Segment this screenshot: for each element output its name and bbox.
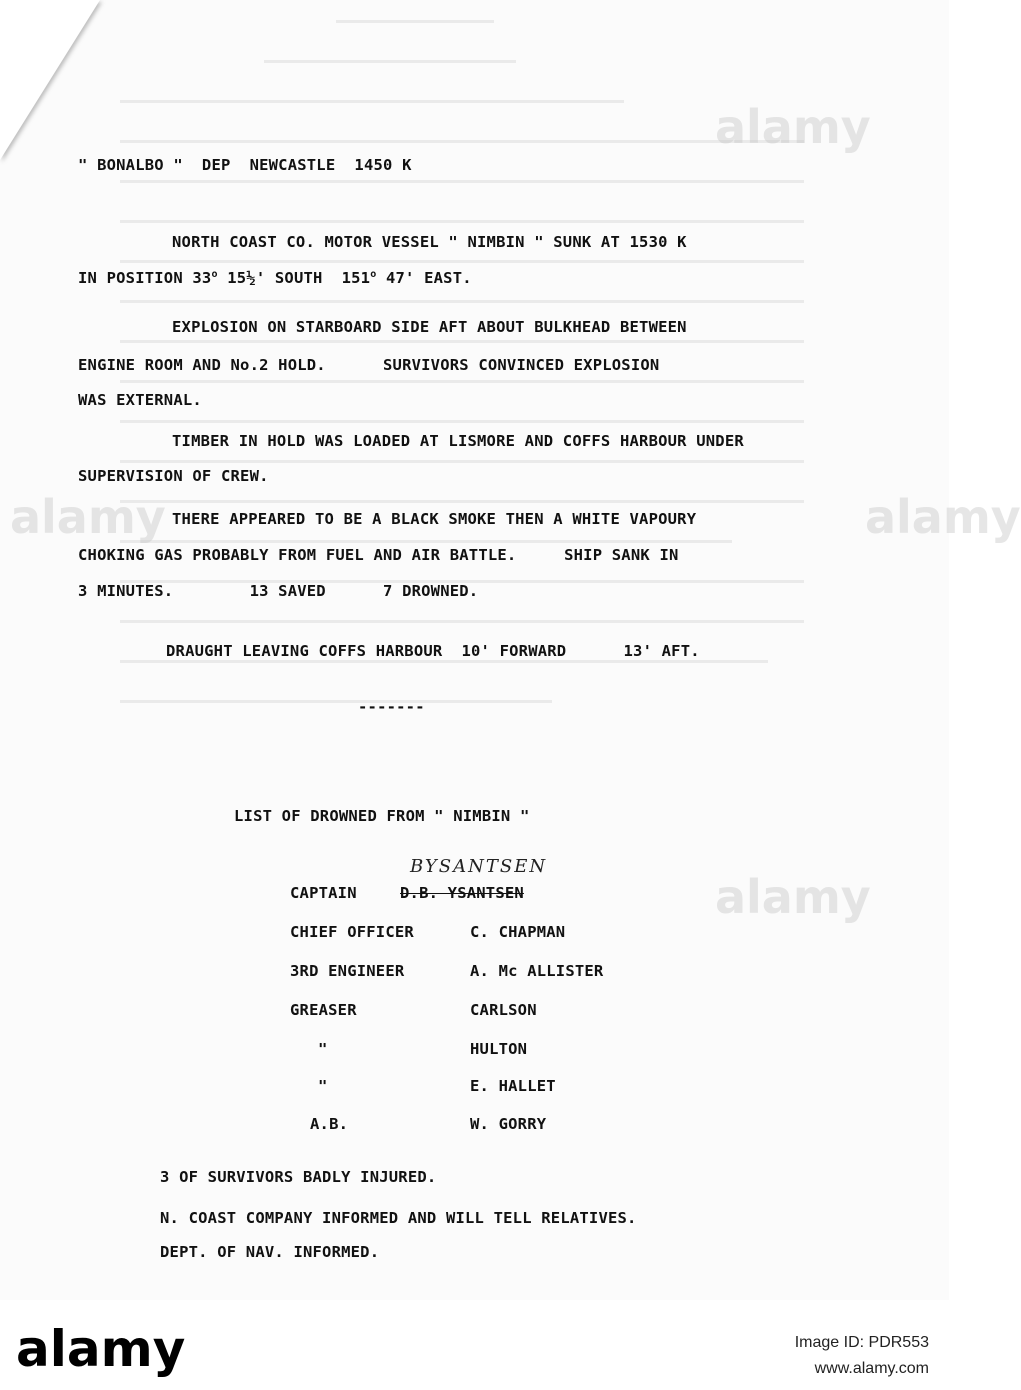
crew-name-struck: D.B. YSANTSEN [400, 884, 524, 902]
stock-footer [0, 1300, 949, 1390]
body-line: DRAUGHT LEAVING COFFS HARBOUR 10' FORWARD 13' AFT. [166, 642, 700, 660]
body-line: TIMBER IN HOLD WAS LOADED AT LISMORE AND COFFS HARBOUR UNDER [172, 432, 744, 450]
list-title: LIST OF DROWNED FROM " NIMBIN " [234, 807, 530, 825]
crew-name: C. CHAPMAN [470, 923, 566, 941]
watermark: alamy [10, 490, 166, 544]
footer-line: 3 OF SURVIVORS BADLY INJURED. [160, 1168, 437, 1186]
body-line: 3 MINUTES. 13 SAVED 7 DROWNED. [78, 582, 479, 600]
header-line: " BONALBO " DEP NEWCASTLE 1450 K [78, 156, 412, 174]
footer-line: DEPT. OF NAV. INFORMED. [160, 1243, 380, 1261]
body-line: ENGINE ROOM AND No.2 HOLD. SURVIVORS CONVINCED EXPLOSION [78, 356, 660, 374]
crew-role: GREASER [290, 1001, 357, 1019]
crew-name: HULTON [470, 1040, 528, 1058]
body-line: SUPERVISION OF CREW. [78, 467, 269, 485]
crew-role: CAPTAIN [290, 884, 357, 902]
body-line: EXPLOSION ON STARBOARD SIDE AFT ABOUT BULKHEAD BETWEEN [172, 318, 687, 336]
image-id: Image ID: PDR553 [794, 1334, 929, 1351]
watermark: alamy [715, 100, 871, 154]
body-line: CHOKING GAS PROBABLY FROM FUEL AND AIR BATTLE. SHIP SANK IN [78, 546, 679, 564]
body-line: WAS EXTERNAL. [78, 391, 202, 409]
watermark: alamy [865, 490, 1021, 544]
stock-url: www.alamy.com [814, 1360, 929, 1377]
divider: ------- [358, 698, 425, 716]
watermark: alamy [715, 870, 871, 924]
crew-name: E. HALLET [470, 1077, 556, 1095]
crew-role: A.B. [310, 1115, 349, 1133]
crew-role: 3RD ENGINEER [290, 962, 405, 980]
handwritten-correction: BYSANTSEN [410, 856, 548, 877]
crew-role: CHIEF OFFICER [290, 923, 414, 941]
crew-role: " [318, 1040, 328, 1058]
crew-name: W. GORRY [470, 1115, 547, 1133]
folded-corner [0, 0, 100, 160]
stock-logo: alamy [16, 1320, 186, 1378]
body-line: THERE APPEARED TO BE A BLACK SMOKE THEN A WHITE VAPOURY [172, 510, 697, 528]
position-line: IN POSITION 33$^o$ 15½' SOUTH 151$^o$ 47' EAST. [78, 269, 472, 288]
crew-name: CARLSON [470, 1001, 537, 1019]
body-line: NORTH COAST CO. MOTOR VESSEL " NIMBIN " SUNK AT 1530 K [172, 233, 687, 251]
crew-role: " [318, 1077, 328, 1095]
crew-name: A. Mc ALLISTER [470, 962, 604, 980]
footer-line: N. COAST COMPANY INFORMED AND WILL TELL RELATIVES. [160, 1209, 637, 1227]
